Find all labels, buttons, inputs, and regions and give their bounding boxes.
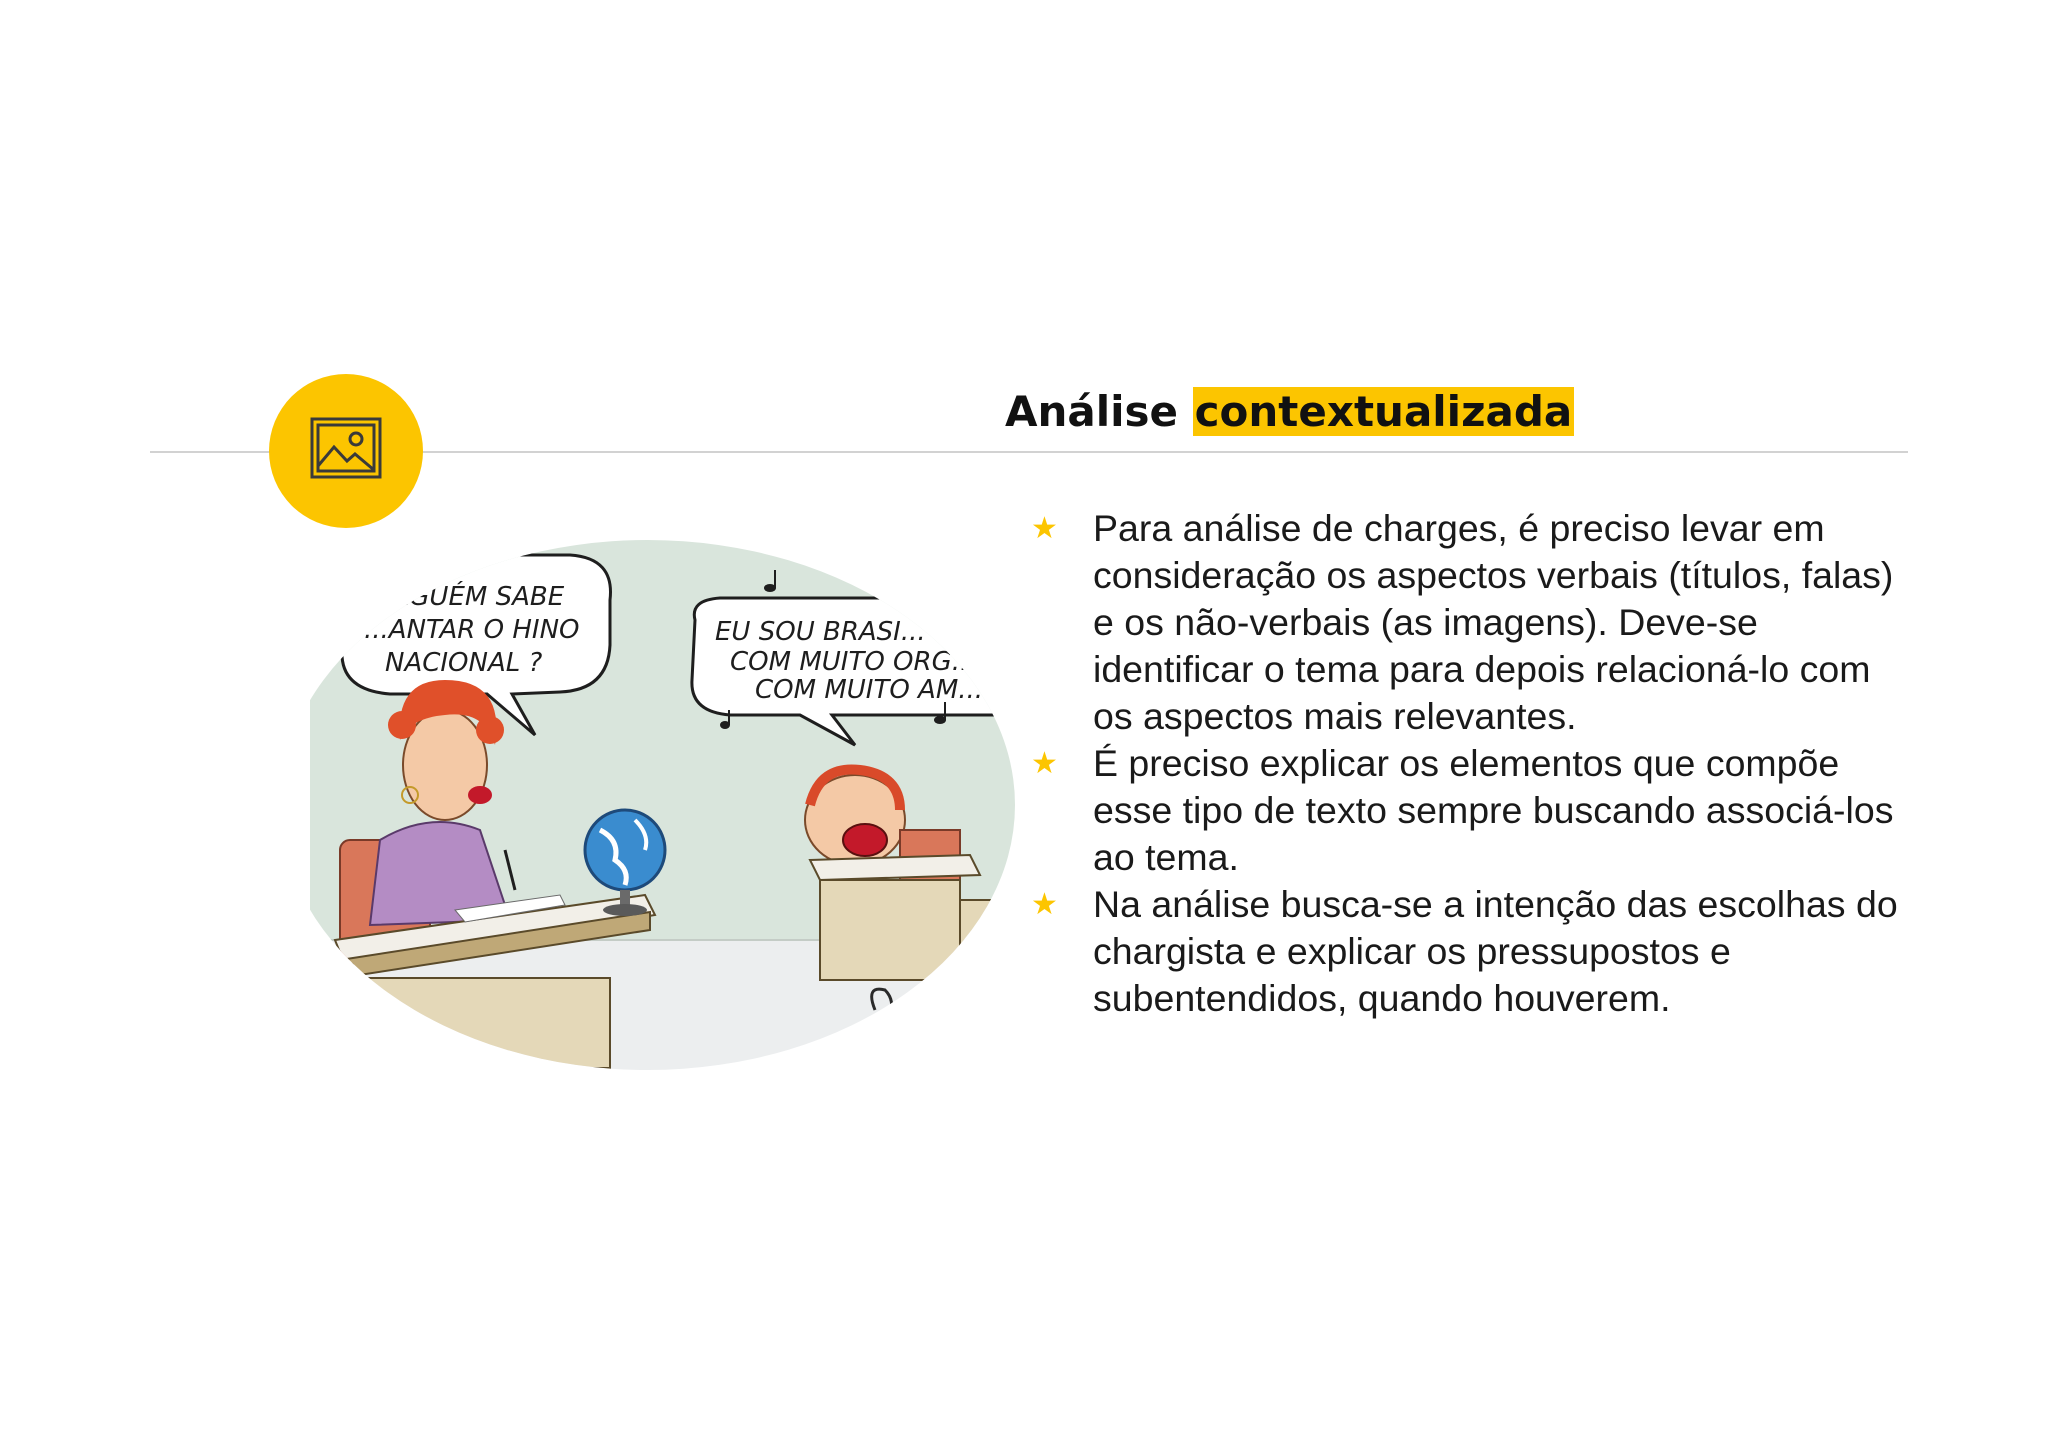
student-speech-line-2: COM MUITO ORG... [730, 647, 977, 677]
star-icon: ★ [1031, 511, 1058, 546]
student-speech-line-3: COM MUITO AM... [755, 675, 984, 705]
bullet-text: É preciso explicar os elementos que compõe esse tipo de texto sempre buscando associá-los ao tema. [1093, 742, 1894, 878]
cartoon-image [280, 540, 1015, 1070]
cartoon-drawing [280, 540, 1015, 1070]
title-highlight: contextualizada [1194, 387, 1573, 436]
image-icon-badge [269, 374, 423, 528]
star-icon: ★ [1031, 746, 1058, 781]
teacher-speech-line-3: NACIONAL ? [385, 648, 543, 678]
slide-title [1005, 380, 1574, 444]
bullet-list [1030, 505, 1910, 1022]
teacher-speech-line-2: ...ANTAR O HINO [364, 615, 580, 645]
bullet-item [1030, 505, 1910, 740]
image-icon [309, 416, 383, 480]
teacher-speech-line-1: ...LGUÉM SABE [370, 582, 565, 612]
star-icon: ★ [1031, 887, 1058, 922]
bullet-text: Na análise busca-se a intenção das escolhas do chargista e explicar os pressupostos e subentendidos, quando houverem. [1093, 883, 1898, 1019]
bullet-item [1030, 740, 1910, 881]
bullet-item [1030, 881, 1910, 1022]
bullet-text: Para análise de charges, é preciso levar em consideração os aspectos verbais (títulos, falas) e os não-verbais (as imagens). Deve-se identificar o tema para depois relacioná-lo com os aspectos mais relevantes. [1093, 507, 1894, 737]
title-prefix: Análise [1005, 387, 1179, 436]
student-speech-line-1: EU SOU BRASI... [715, 617, 926, 647]
